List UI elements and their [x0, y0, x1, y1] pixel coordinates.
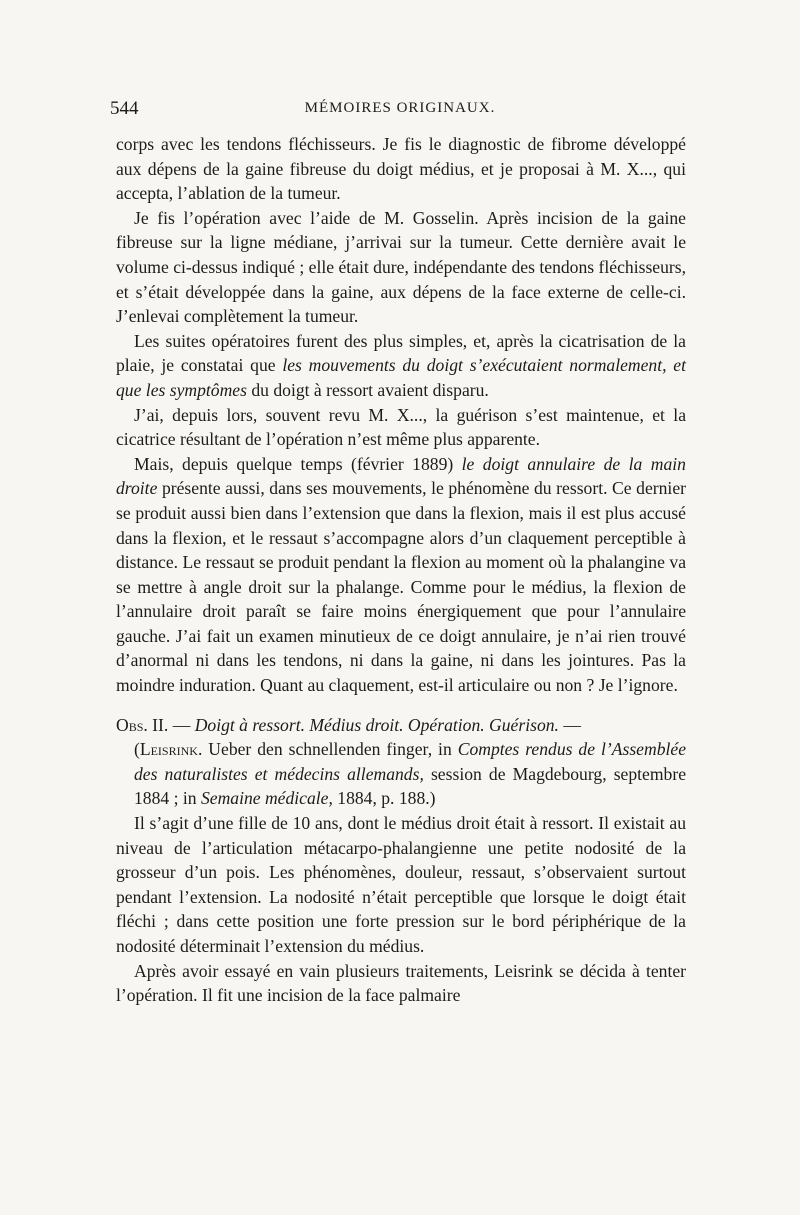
observation-label: Obs. II. — — [116, 714, 195, 735]
paragraph-7: Après avoir essayé en vain plusieurs traitements, Leisrink se décida à tenter l’opération. Il fit une incision de la face palmaire — [116, 960, 686, 1006]
page-number: 544 — [110, 98, 139, 119]
reference-journal: Comptes rendus de l’Assemblée des naturalistes et médecins allemands, — [134, 739, 686, 784]
page-header — [110, 98, 690, 122]
paragraph-5 — [116, 452, 686, 698]
running-title: MÉMOIRES ORIGINAUX. — [304, 100, 496, 116]
paragraph-1: corps avec les tendons fléchisseurs. Je fis le diagnostic de fibrome développé aux dépens de la gaine fibreuse du doigt médius, et je proposai à M. X..., qui accepta, l’ablation de la tumeur. — [116, 134, 686, 204]
observation-reference — [116, 737, 686, 811]
reference-semaine: Semaine médicale, — [200, 788, 333, 809]
observation-heading — [116, 713, 686, 738]
paragraph-3-text-a: Les suites opératoires furent des plus simples, et, après la cicatrisation de la plaie, je constatai que — [116, 330, 686, 376]
reference-text-a: Ueber den schnellenden finger, in — [202, 739, 458, 760]
paragraph-5-text-a: Mais, depuis quelque temps (février 1889) — [134, 453, 462, 474]
paragraph-6: Il s’agit d’une fille de 10 ans, dont le médius droit était à ressort. Il existait au niveau de l’articulation métacarpo-phalangienne une petite nodosité de la grosseur d’un pois. Les phénomènes, douleur, ressaut, s’observaient surtout pendant l’extension. La nodosité n’était perceptible que lorsque le doigt était fléchi ; dans cette position une forte pression sur le bord périphérique de la nodosité déterminait l’extension du médius. — [116, 813, 686, 956]
reference-text-c: session de Magdebourg, septembre 1884 ; in — [134, 763, 686, 809]
paragraph-5-text-c: présente aussi, dans ses mouvements, le phénomène du ressort. Ce dernier se produit aussi bien dans l’extension que dans la flexion, mais il est plus accusé dans la flexion, et le ressaut s’accompagne alors d’un claquement perceptible à distance. Le ressaut se produit pendant la flexion au moment où la phalangine va se mettre à angle droit sur la phalange. Comme pour le médius, la flexion de l’annulaire droit paraît se faire moins énergiquement que pour l’annulaire gauche. J’ai fait un examen minutieux de ce doigt annulaire, je n’ai rien trouvé d’anormal ni dans les tendons, ni dans la gaine, ni dans les jointures. Pas la moindre induration. Quant au claquement, est-il articulaire ou non ? Je l’ignore. — [116, 478, 686, 696]
reference-text-e: 1884, p. 188.) — [332, 788, 436, 809]
paragraph-2: Je fis l’opération avec l’aide de M. Gosselin. Après incision de la gaine fibreuse sur la ligne médiane, j’arrivai sur la tumeur. Cette dernière avait le volume ci-dessus indiqué ; elle était dure, indépendante des tendons fléchisseurs, et s’était développée dans la gaine, aux dépens de la face externe de celle-ci. J’enlevai complètement la tumeur. — [116, 207, 686, 327]
observation-dash: — — [558, 714, 581, 735]
paragraph-3-italic: les mouvements du doigt s’exécutaient normalement, et que les symptômes — [116, 355, 686, 400]
reference-author: (Leisrink. — [134, 739, 203, 760]
paragraph-5-italic: le doigt annulaire de la main droite — [116, 453, 686, 499]
observation-title: Doigt à ressort. Médius droit. Opération. Guérison. — [194, 714, 559, 735]
paragraph-3 — [116, 329, 686, 403]
body-text — [116, 132, 686, 1008]
paragraph-4: J’ai, depuis lors, souvent revu M. X..., la guérison s’est maintenue, et la cicatrice résultant de l’opération n’est même plus apparente. — [116, 404, 686, 450]
paragraph-3-text-c: du doigt à ressort avaient disparu. — [246, 379, 489, 400]
